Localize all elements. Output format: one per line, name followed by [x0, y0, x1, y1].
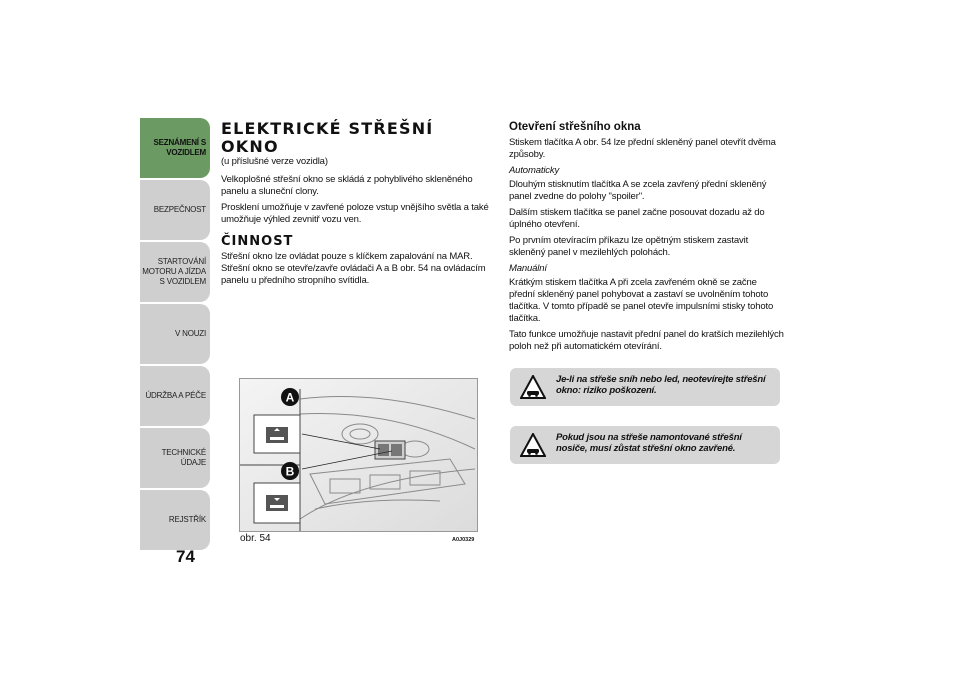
tab-v-nouzi[interactable]: [140, 304, 210, 364]
roof-console-illustration: [240, 379, 477, 531]
warning-text: Je-li na střeše sníh nebo led, neotevírejte střešní okno: riziko poškození.: [556, 374, 766, 396]
roof-close-icon: [266, 495, 288, 511]
section-heading: Otevření střešního okna: [509, 121, 641, 133]
tab-udrzba[interactable]: [140, 366, 210, 426]
tab-startovani[interactable]: [140, 242, 210, 302]
paragraph: Střešní okno lze ovládat pouze s klíčkem zapalování na MAR. Střešní okno se otevře/zavře ovládači A a B obr. 54 na ovládacím panelu u předního stropního svítidla.: [221, 251, 486, 286]
tab-label: V NOUZI: [174, 329, 206, 338]
mode-label: Automaticky: [509, 165, 560, 176]
page-number: 74: [176, 547, 195, 566]
left-column: [221, 120, 496, 291]
warning-box: [510, 426, 780, 464]
label-a: A: [285, 390, 295, 405]
tab-label: STARTOVÁNÍ MOTORU A JÍZDA S VOZIDLEM: [142, 257, 206, 286]
section-heading: ČINNOST: [221, 234, 294, 249]
warning-box: [510, 368, 780, 406]
paragraph: Stiskem tlačítka A obr. 54 lze přední skleněný panel otevřít dvěma způsoby.: [509, 137, 776, 160]
warning-car-icon: [520, 375, 546, 399]
tab-bezpecnost[interactable]: [140, 180, 210, 240]
sunroof-control-figure: [239, 378, 478, 532]
paragraph: Tato funkce umožňuje nastavit přední panel do kratších mezilehlých poloh než při automatickém otevírání.: [509, 329, 784, 352]
tab-label: BEZPEČNOST: [153, 205, 206, 214]
tab-label: ÚDRŽBA A PÉČE: [145, 391, 206, 400]
tab-seznameni[interactable]: [140, 118, 210, 178]
paragraph: Dlouhým stisknutím tlačítka A se zcela zavřený přední skleněný panel zvedne do polohy "spoiler".: [509, 179, 767, 202]
chapter-tabs: [140, 118, 210, 552]
tab-technicke-udaje[interactable]: [140, 428, 210, 488]
figure-code: A0J0329: [452, 537, 475, 543]
tab-label: TECHNICKÉ ÚDAJE: [161, 448, 206, 467]
paragraph: Velkoplošné střešní okno se skládá z pohyblivého skleněného panelu a sluneční clony.: [221, 174, 473, 197]
page-title: ELEKTRICKÉ STŘEŠNÍ OKNO: [221, 119, 434, 156]
warning-text: Pokud jsou na střeše namontované střešní nosiče, musí zůstat střešní okno zavřené.: [556, 432, 742, 454]
mode-label: Manuální: [509, 263, 547, 274]
paragraph: Krátkým stiskem tlačítka A při zcela zavřeném okně se začne přední skleněný panel pohybovat a zastaví se uvolněním tohoto tlačítka. V tomto případě se panel otevře impulsními stisky tohoto tlačítka.: [509, 277, 774, 324]
label-b: B: [285, 464, 295, 479]
subtitle: (u příslušné verze vozidla): [221, 156, 328, 167]
paragraph: Prosklení umožňuje v zavřené poloze vstup vnějšího světla a také umožňuje výhled zevnitř vozu ven.: [221, 202, 489, 225]
console-switches: [375, 441, 405, 459]
figure-caption: obr. 54: [240, 533, 271, 544]
right-column: [509, 120, 784, 357]
tab-rejstrik[interactable]: [140, 490, 210, 550]
tab-label: REJSTŘÍK: [168, 515, 206, 524]
tab-label: SEZNÁMENÍ S VOZIDLEM: [153, 138, 206, 157]
warning-car-icon: [520, 433, 546, 457]
paragraph: Po prvním otevíracím příkazu lze opětným stiskem zastavit skleněný panel v mezilehlých polohách.: [509, 235, 749, 258]
paragraph: Dalším stiskem tlačítka se panel začne posouvat dozadu až do úplného otevření.: [509, 207, 765, 230]
